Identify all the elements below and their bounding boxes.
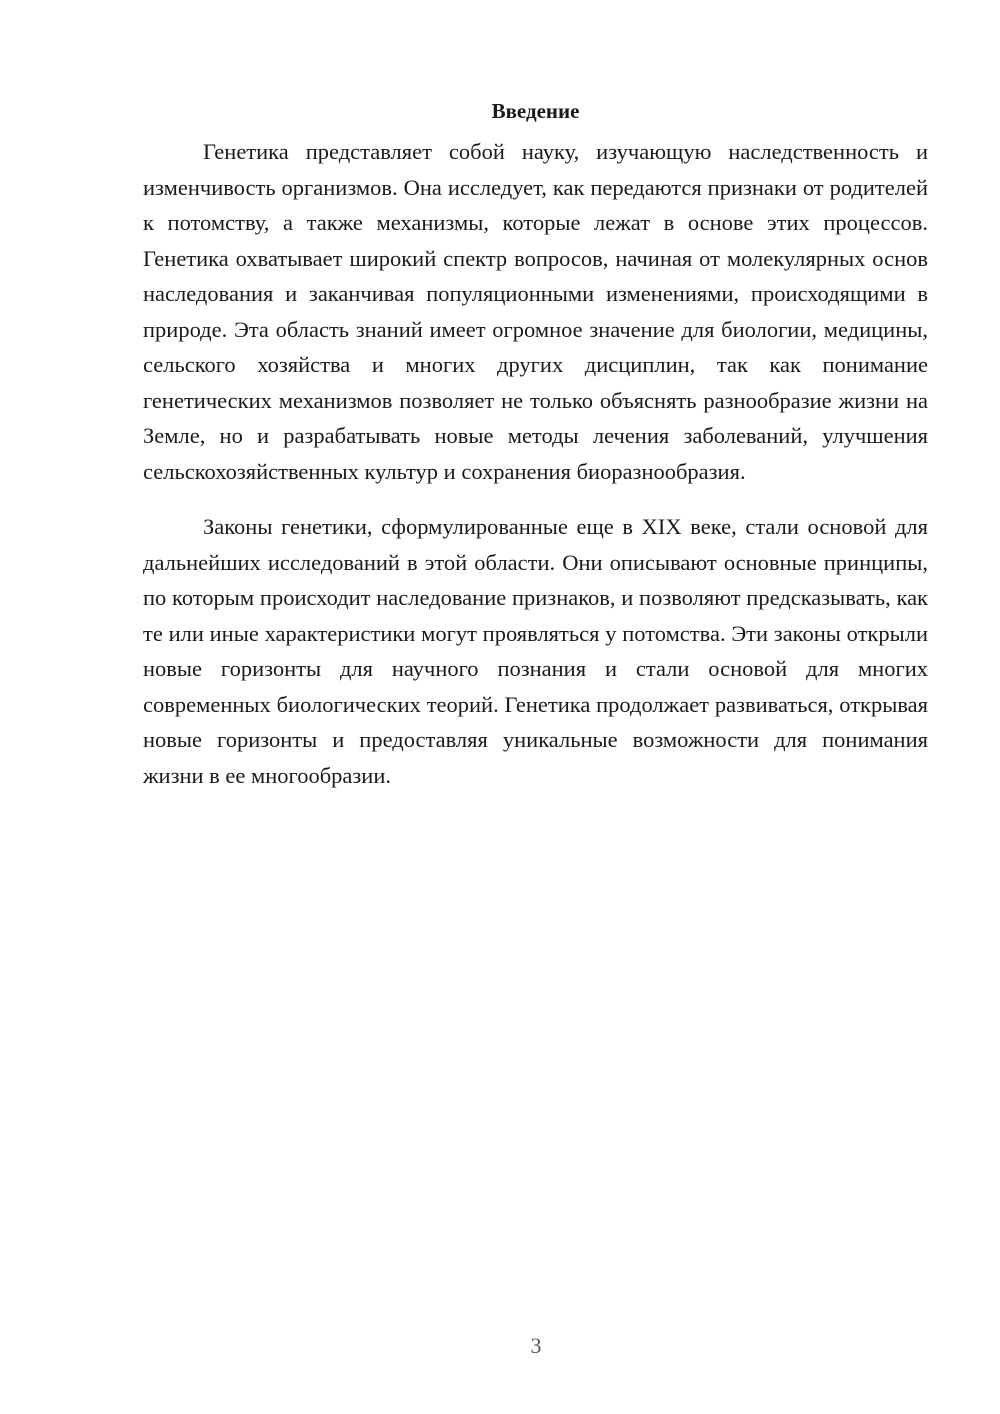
section-title: Введение: [491, 99, 580, 123]
paragraph-1: Генетика представляет собой науку, изучающую наследственность и изменчивость организмов. Она исследует, как передаются признаки от родителей к потомству, а также механизмы, которые лежат в основе этих процессов. Генетика охватывает широкий спектр вопросов, начиная от молекулярных основ наследования и заканчивая популяционными изменениями, происходящими в природе. Эта область знаний имеет огромное значение для биологии, медицины, сельского хозяйства и многих других дисциплин, так как понимание генетических механизмов позволяет не только объяснять разнообразие жизни на Земле, но и разрабатывать новые методы лечения заболеваний, улучшения сельскохозяйственных культур и сохранения биоразнообразия.: [143, 139, 928, 484]
page-number: 3: [530, 1333, 542, 1358]
page-content: [143, 96, 928, 793]
paragraph-2: Законы генетики, сформулированные еще в XIX веке, стали основой для дальнейших исследований в этой области. Они описывают основные принципы, по которым происходит наследование признаков, и позволяют предсказывать, как те или иные характеристики могут проявляться у потомства. Эти законы открыли новые горизонты для научного познания и стали основой для многих современных биологических теорий. Генетика продолжает развиваться, открывая новые горизонты и предоставляя уникальные возможности для понимания жизни в ее многообразии.: [143, 514, 928, 788]
